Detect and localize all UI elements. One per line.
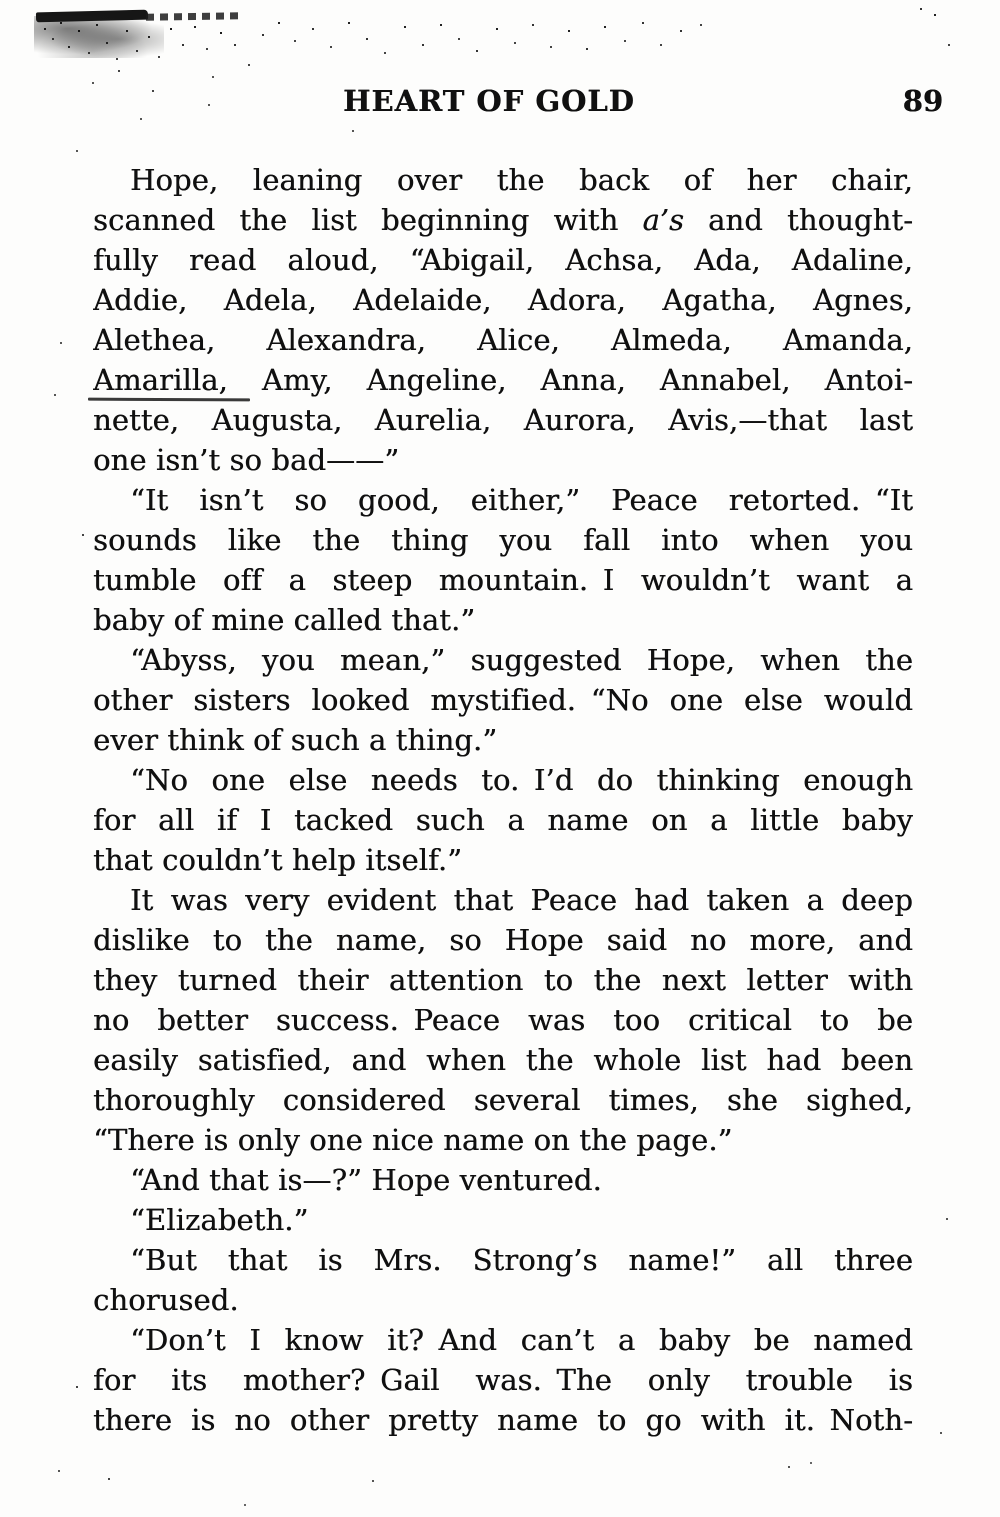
text-line: tumble off a steep mountain. I wouldn’t want a (93, 563, 913, 597)
page-number: 89 (902, 84, 943, 118)
text-line: fully read aloud, “Abigail, Achsa, Ada, Adaline, (93, 243, 913, 277)
text-line: “No one else needs to. I’d do thinking enough (130, 763, 913, 797)
paragraph (93, 760, 913, 880)
text-line: chorused. (93, 1283, 239, 1317)
text-line: “And that is—?” Hope ventured. (130, 1163, 602, 1197)
text-line: “Elizabeth.” (130, 1203, 309, 1237)
text-line: It was very evident that Peace had taken a deep (130, 883, 913, 917)
text-line: “Don’t I know it? And can’t a baby be named (130, 1323, 913, 1357)
text-line: “But that is Mrs. Strong’s name!” all three (130, 1243, 913, 1277)
text-line: one isn’t so bad——” (93, 443, 400, 477)
text-line: dislike to the name, so Hope said no more, and (93, 923, 913, 957)
text-line: easily satisfied, and when the whole list had been (93, 1043, 913, 1077)
paragraph (93, 1240, 913, 1320)
text-line: there is no other pretty name to go with it. Noth- (93, 1403, 913, 1437)
text-line: Amarilla, Amy, Angeline, Anna, Annabel, Antoi- (93, 363, 913, 397)
text-line: Alethea, Alexandra, Alice, Almeda, Amanda, (93, 323, 913, 357)
text-line: “Abyss, you mean,” suggested Hope, when the (130, 643, 913, 677)
text-line: “It isn’t so good, either,” Peace retorted. “It (130, 483, 913, 517)
paragraph (93, 1320, 913, 1440)
text-block (93, 160, 913, 1440)
text-line: Addie, Adela, Adelaide, Adora, Agatha, Agnes, (93, 283, 913, 317)
page-title: HEART OF GOLD (343, 84, 635, 118)
scan-speckles (0, 0, 2, 2)
text-line: that couldn’t help itself.” (93, 843, 463, 877)
text-line: sounds like the thing you fall into when you (93, 523, 913, 557)
text-line: Hope, leaning over the back of her chair, (130, 163, 913, 197)
text-line: ever think of such a thing.” (93, 723, 498, 757)
text-line: scanned the list beginning with a’s and thought- (93, 203, 913, 237)
text-line: nette, Augusta, Aurelia, Aurora, Avis,—that last (93, 403, 913, 437)
scan-smudge-cloud (34, 16, 164, 58)
text-line: for all if I tacked such a name on a little baby (93, 803, 913, 837)
paragraph (93, 160, 913, 480)
text-line: no better success. Peace was too critical to be (93, 1003, 913, 1037)
text-line: for its mother? Gail was. The only trouble is (93, 1363, 913, 1397)
text-line: other sisters looked mystified. “No one else would (93, 683, 913, 717)
page-header (93, 84, 943, 118)
paragraph (93, 880, 913, 1160)
paragraph (93, 1160, 913, 1200)
scan-smudge-dashes (146, 12, 241, 20)
text-line: they turned their attention to the next letter with (93, 963, 913, 997)
scan-smudge-bar (36, 10, 148, 23)
paragraph (93, 480, 913, 640)
paragraph (93, 640, 913, 760)
text-line: “There is only one nice name on the page.” (93, 1123, 733, 1157)
text-line: thoroughly considered several times, she sighed, (93, 1083, 913, 1117)
text-line: baby of mine called that.” (93, 603, 476, 637)
paragraph (93, 1200, 913, 1240)
